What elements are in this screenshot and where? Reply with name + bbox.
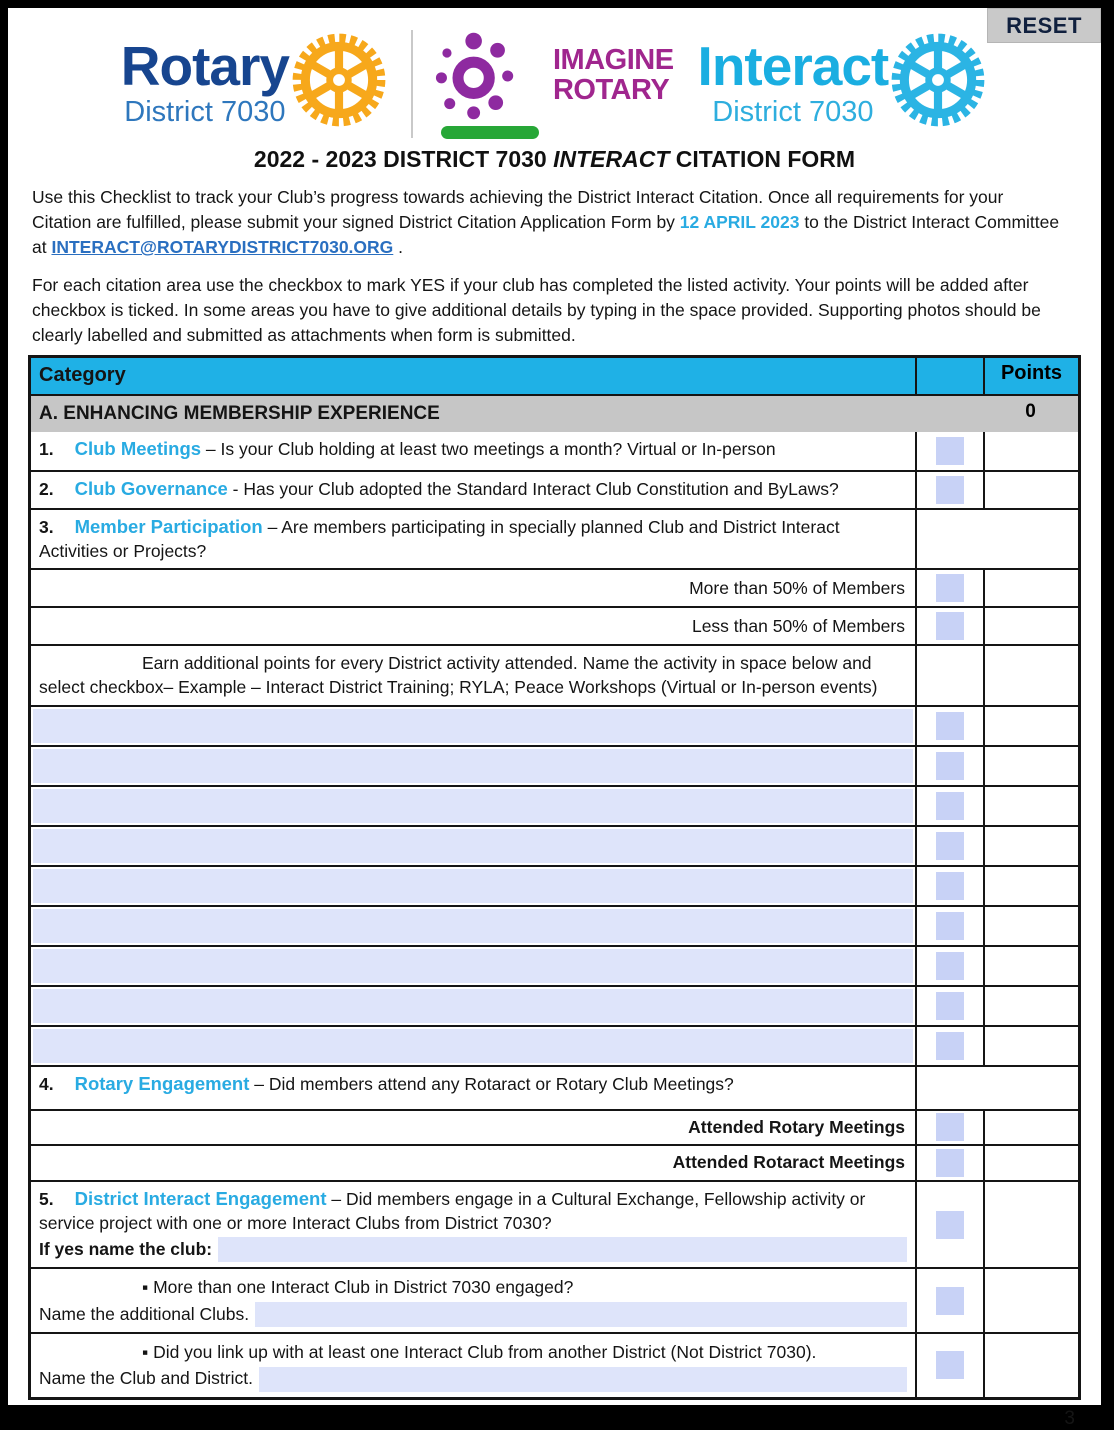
item-number: 5.	[39, 1188, 54, 1209]
row-less-than-50	[31, 606, 1078, 644]
points-cell	[983, 1334, 1078, 1397]
item-number: 4.	[39, 1073, 54, 1094]
yes-checkbox[interactable]	[936, 437, 964, 465]
interact-wordmark: Interact	[697, 35, 889, 97]
points-cell	[983, 1027, 1078, 1065]
rotary-district-label: District 7030	[124, 96, 286, 128]
checkbox-cell	[915, 608, 983, 644]
imagine-rotary-text: IMAGINE ROTARY	[552, 43, 674, 106]
option-label: Attended Rotaract Meetings	[672, 1152, 905, 1173]
points-cell	[983, 867, 1078, 905]
yes-checkbox[interactable]	[936, 992, 964, 1020]
check-column-header	[915, 358, 983, 394]
deadline-date: 12 APRIL 2023	[679, 212, 800, 233]
row-5-district-interact-engagement	[31, 1180, 1078, 1268]
checkbox-cell	[915, 570, 983, 606]
activity-input-field[interactable]	[31, 907, 915, 945]
form-page	[8, 8, 1101, 1429]
question-text	[31, 1182, 915, 1268]
checkbox-cell	[915, 827, 983, 865]
points-cell	[915, 510, 1078, 569]
activity-row-1	[31, 705, 1078, 745]
activity-input-field[interactable]	[31, 987, 915, 1025]
activity-row-7	[31, 945, 1078, 985]
table-header-row	[31, 358, 1078, 394]
checkbox-cell	[915, 1027, 983, 1065]
green-underline	[441, 126, 539, 139]
activity-input-field[interactable]	[31, 747, 915, 785]
row-more-than-50	[31, 568, 1078, 606]
yes-checkbox[interactable]	[936, 752, 964, 780]
item-question: – Did members engage in a Cultural Exchange, Fellowship activity or service project with one or more Interact Clubs from District 7030?	[39, 1188, 866, 1233]
table-body	[31, 432, 1078, 1397]
committee-email-link[interactable]: INTERACT@ROTARYDISTRICT7030.ORG	[51, 237, 394, 258]
item-title: Club Governance	[74, 477, 228, 499]
checkbox-cell	[915, 987, 983, 1025]
activity-input-field[interactable]	[31, 867, 915, 905]
activity-input-field[interactable]	[31, 947, 915, 985]
item-title: Club Meetings	[74, 437, 202, 459]
row-3-member-participation	[31, 508, 1078, 569]
bullet-text: ▪ Did you link up with at least one Interact Club from another District (Not District 7030).	[142, 1342, 817, 1363]
checkbox-cell	[915, 947, 983, 985]
points-cell	[983, 907, 1078, 945]
option-label: Attended Rotary Meetings	[688, 1116, 905, 1137]
yes-checkbox[interactable]	[936, 1149, 964, 1177]
imagine-rotary-icon	[435, 30, 527, 122]
input-label: Name the Club and District.	[39, 1368, 253, 1389]
item-number: 2.	[39, 478, 54, 499]
yes-checkbox[interactable]	[936, 872, 964, 900]
checkbox-cell	[915, 867, 983, 905]
sub-question	[31, 1269, 915, 1332]
question-text	[31, 472, 915, 508]
activity-row-5	[31, 865, 1078, 905]
points-cell	[915, 1067, 1078, 1109]
points-cell	[983, 1146, 1078, 1180]
activity-row-6	[31, 905, 1078, 945]
rotary-wheel-icon	[289, 30, 389, 130]
checkbox-cell	[915, 907, 983, 945]
row-attended-rotaract	[31, 1144, 1078, 1180]
input-label: Name the additional Clubs.	[39, 1303, 250, 1324]
points-cell	[983, 707, 1078, 745]
activity-input-field[interactable]	[31, 1027, 915, 1065]
points-column-header: Points	[983, 358, 1078, 394]
checkbox-cell	[915, 432, 983, 470]
points-cell	[983, 787, 1078, 825]
checkbox-cell	[915, 472, 983, 508]
section-a-title: A. ENHANCING MEMBERSHIP EXPERIENCE	[39, 403, 440, 425]
yes-checkbox[interactable]	[936, 952, 964, 980]
yes-checkbox[interactable]	[936, 1032, 964, 1060]
item-title: Member Participation	[74, 515, 263, 537]
checkbox-cell	[915, 646, 983, 704]
row-attended-rotary	[31, 1109, 1078, 1145]
yes-checkbox[interactable]	[936, 712, 964, 740]
yes-checkbox[interactable]	[936, 792, 964, 820]
yes-checkbox[interactable]	[936, 612, 964, 640]
points-cell	[983, 1269, 1078, 1332]
reset-button[interactable]: RESET	[987, 8, 1101, 43]
section-a-row	[31, 394, 1078, 432]
yes-checkbox[interactable]	[936, 1211, 964, 1239]
additional-clubs-input[interactable]	[255, 1302, 907, 1327]
checkbox-cell	[915, 787, 983, 825]
bullet-text: ▪ More than one Interact Club in District 7030 engaged?	[142, 1277, 574, 1298]
yes-checkbox[interactable]	[936, 912, 964, 940]
points-cell	[983, 608, 1078, 644]
row-additional-points-note	[31, 644, 1078, 704]
rotary-logo	[120, 35, 389, 130]
interact-wheel-icon	[888, 30, 988, 130]
intro-paragraph-2: For each citation area use the checkbox to mark YES if your club has completed the listed activity. Your points will be added after checkbox is ticked. In some areas you have to give additional details by typing in the space provided. Supporting photos should be clearly labelled and submitted as attachments when form is submitted.	[32, 275, 1041, 346]
interact-district-label: District 7030	[712, 96, 874, 128]
option-label: Less than 50% of Members	[691, 615, 905, 636]
item-number: 3.	[39, 516, 54, 537]
points-cell	[983, 1182, 1078, 1268]
points-cell	[983, 1111, 1078, 1145]
category-column-header: Category	[39, 364, 126, 387]
page-number: 3	[1064, 1407, 1075, 1429]
points-cell	[983, 827, 1078, 865]
form-title: 2022 - 2023 DISTRICT 7030 INTERACT CITATION FORM	[253, 146, 856, 172]
club-and-district-input[interactable]	[259, 1367, 907, 1392]
intro-paragraph-1: Use this Checklist to track your Club’s progress towards achieving the District Interact Citation. Once all requirements for your Citation are fulfilled, please submit your signed District Citation Application Form by 12 APRIL 2023 to the District Interact Committee at INTERACT@ROTARYDISTRICT7030.ORG .	[32, 187, 1060, 258]
checkbox-cell	[915, 1269, 983, 1332]
yes-checkbox[interactable]	[936, 476, 964, 504]
item-question: – Is your Club holding at least two meetings a month? Virtual or In-person	[201, 438, 776, 459]
item-question: – Are members participating in specially planned Club and District Interact Activities or Projects?	[39, 516, 840, 561]
checkbox-cell	[915, 1334, 983, 1397]
item-title: District Interact Engagement	[74, 1187, 327, 1209]
citation-table	[28, 355, 1081, 1400]
logo-divider	[411, 30, 413, 138]
row-2-club-governance	[31, 470, 1078, 508]
activity-row-3	[31, 785, 1078, 825]
sub-question	[31, 1334, 915, 1397]
club-name-input[interactable]	[218, 1237, 907, 1262]
yes-checkbox[interactable]	[936, 832, 964, 860]
activity-input-field[interactable]	[31, 707, 915, 745]
note-text: Earn additional points for every District activity attended. Name the activity in space below and select checkbox– Example – Interact District Training; RYLA; Peace Workshops (Virtual or In-person events)	[39, 653, 878, 697]
imagine-rotary-logo	[435, 30, 674, 139]
points-cell	[983, 947, 1078, 985]
checkbox-cell	[915, 1111, 983, 1145]
row-1-club-meetings	[31, 432, 1078, 470]
yes-checkbox[interactable]	[936, 1351, 964, 1379]
points-cell	[983, 472, 1078, 508]
yes-checkbox[interactable]	[936, 1113, 964, 1141]
rotary-wordmark: Rotary	[120, 35, 289, 97]
row-4-rotary-engagement	[31, 1065, 1078, 1109]
checkbox-cell	[915, 1146, 983, 1180]
points-cell	[983, 987, 1078, 1025]
activity-row-4	[31, 825, 1078, 865]
input-label: If yes name the club:	[39, 1239, 213, 1260]
yes-checkbox[interactable]	[936, 1287, 964, 1315]
points-cell	[983, 432, 1078, 470]
checkbox-cell	[915, 1182, 983, 1268]
item-question: - Has your Club adopted the Standard Interact Club Constitution and ByLaws?	[227, 478, 839, 499]
item-question: – Did members attend any Rotaract or Rotary Club Meetings?	[249, 1073, 734, 1094]
activity-row-8	[31, 985, 1078, 1025]
row-link-other-district	[31, 1332, 1078, 1397]
interact-logo	[697, 35, 989, 130]
option-label: More than 50% of Members	[689, 577, 905, 598]
item-title: Rotary Engagement	[74, 1072, 250, 1094]
checkbox-cell	[915, 707, 983, 745]
section-a-points: 0	[1025, 401, 1036, 423]
points-cell	[983, 747, 1078, 785]
yes-checkbox[interactable]	[936, 574, 964, 602]
row-more-than-one-club	[31, 1267, 1078, 1332]
question-text	[31, 510, 915, 569]
points-cell	[983, 646, 1078, 704]
activity-row-9	[31, 1025, 1078, 1065]
item-number: 1.	[39, 438, 54, 459]
activity-row-2	[31, 745, 1078, 785]
activity-input-field[interactable]	[31, 787, 915, 825]
checkbox-cell	[915, 747, 983, 785]
activity-input-field[interactable]	[31, 827, 915, 865]
points-cell	[983, 570, 1078, 606]
question-text	[31, 432, 915, 470]
logo-header	[8, 24, 1101, 144]
question-text	[31, 1067, 915, 1109]
